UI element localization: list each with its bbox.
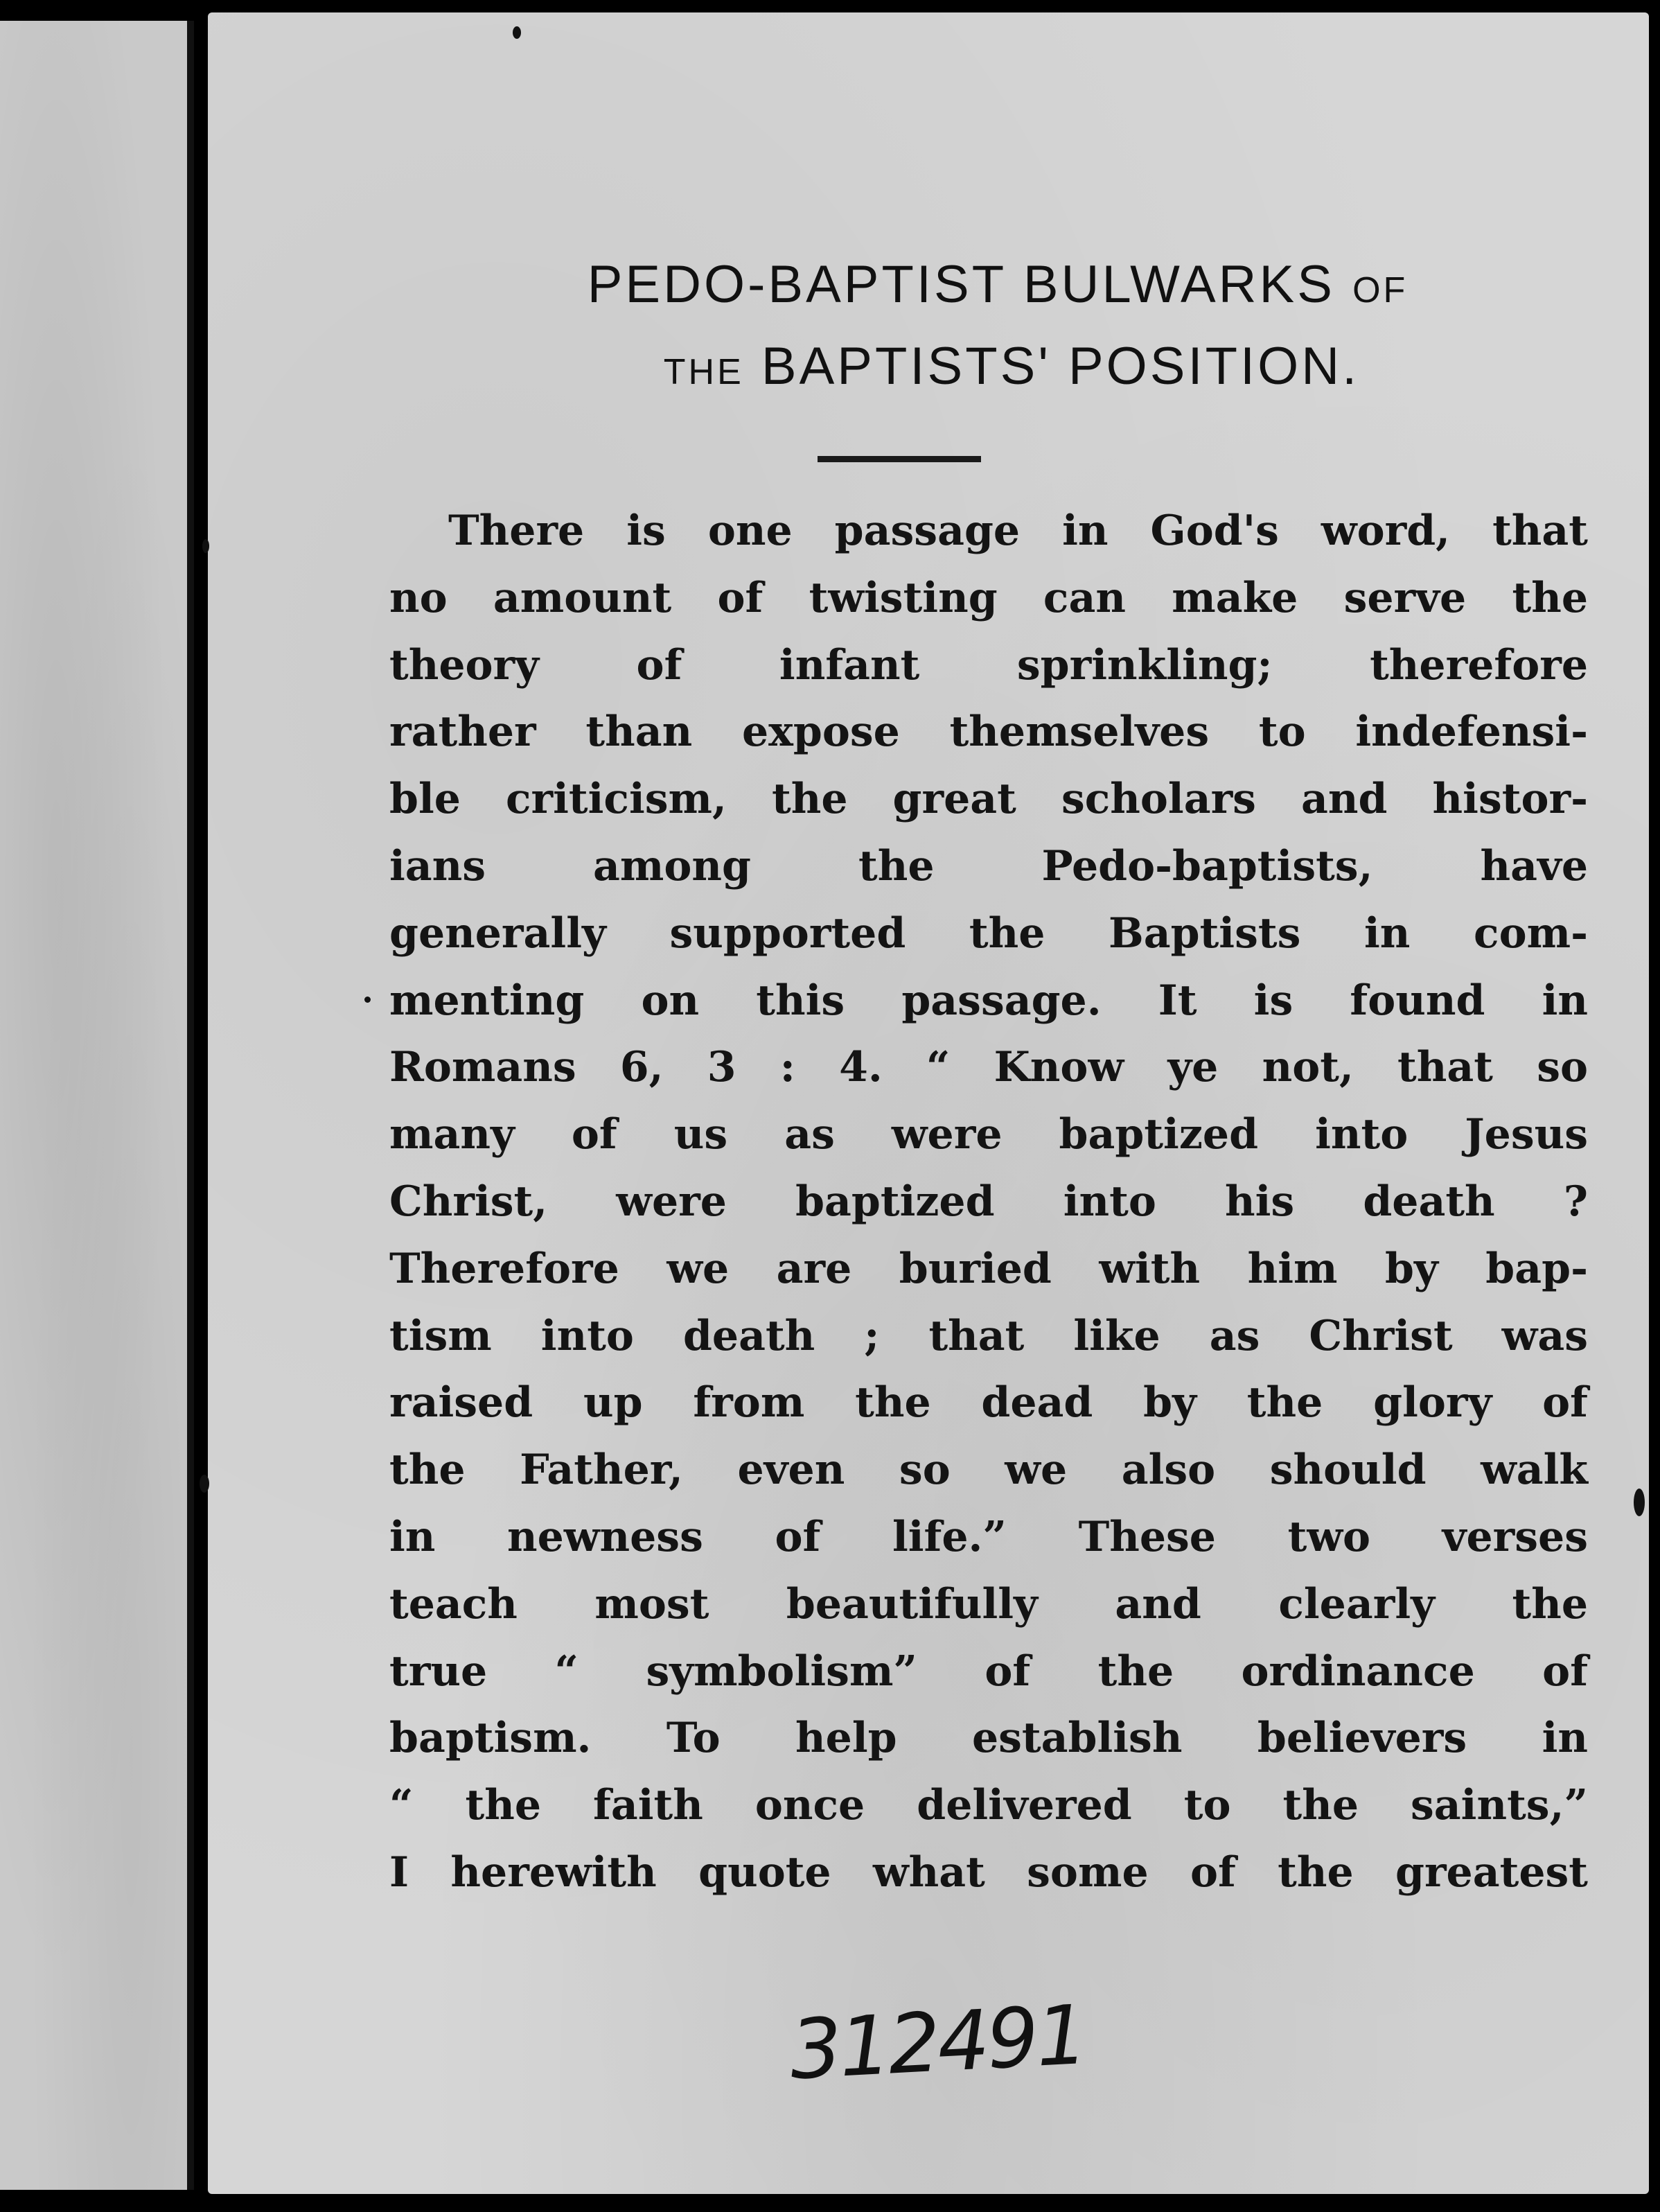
text-line: Romans 6, 3 : 4. “ Know ye not, that so	[389, 1043, 1588, 1092]
text-line: ians among the Pedo-baptists, have	[389, 841, 1588, 890]
title-line-2-small: THE	[663, 352, 744, 392]
text-line: I herewith quote what some of the greatest	[389, 1847, 1588, 1897]
ink-speck	[513, 26, 521, 39]
text-line: in newness of life.” These two verses	[389, 1512, 1588, 1561]
document-page	[208, 12, 1649, 2194]
text-line: no amount of twisting can make serve the	[389, 573, 1588, 622]
ink-speck	[364, 997, 371, 1003]
ink-speck	[1634, 1489, 1645, 1516]
text-line: ble criticism, the great scholars and histor-	[389, 775, 1588, 824]
title-line-1-small: OF	[1352, 270, 1409, 310]
text-line: raised up from the dead by the glory of	[389, 1378, 1588, 1428]
text-line: “ the faith once delivered to the saints,”	[389, 1781, 1588, 1830]
body-paragraph	[389, 498, 1588, 1906]
text-line: tism into death ; that like as Christ was	[389, 1311, 1588, 1360]
page-title	[388, 255, 1607, 396]
text-line: menting on this passage. It is found in	[389, 976, 1588, 1025]
title-line-1	[388, 255, 1607, 314]
text-line: theory of infant sprinkling; therefore	[389, 640, 1588, 690]
text-line: teach most beautifully and clearly the	[389, 1579, 1588, 1629]
handwritten-catalog-number: 312491	[787, 1986, 1088, 2098]
title-line-2	[388, 337, 1607, 396]
title-divider	[818, 456, 981, 462]
facing-page-edge	[0, 21, 194, 2190]
title-line-1-main: PEDO-BAPTIST BULWARKS	[587, 255, 1335, 314]
text-line: the Father, even so we also should walk	[389, 1446, 1588, 1495]
text-line: generally supported the Baptists in com-	[389, 909, 1588, 958]
ink-speck	[202, 539, 209, 553]
title-line-2-main: BAPTISTS' POSITION.	[761, 337, 1360, 396]
text-line: Christ, were baptized into his death ?	[389, 1177, 1588, 1226]
text-line: true “ symbolism” of the ordinance of	[389, 1647, 1588, 1696]
text-line: rather than expose themselves to indefensi-	[389, 708, 1588, 757]
ink-speck	[200, 1475, 209, 1493]
text-line: There is one passage in God's word, that	[448, 507, 1588, 555]
text-line: Therefore we are buried with him by bap-	[389, 1244, 1588, 1293]
text-line: many of us as were baptized into Jesus	[389, 1110, 1588, 1159]
text-line: baptism. To help establish believers in	[389, 1714, 1588, 1763]
